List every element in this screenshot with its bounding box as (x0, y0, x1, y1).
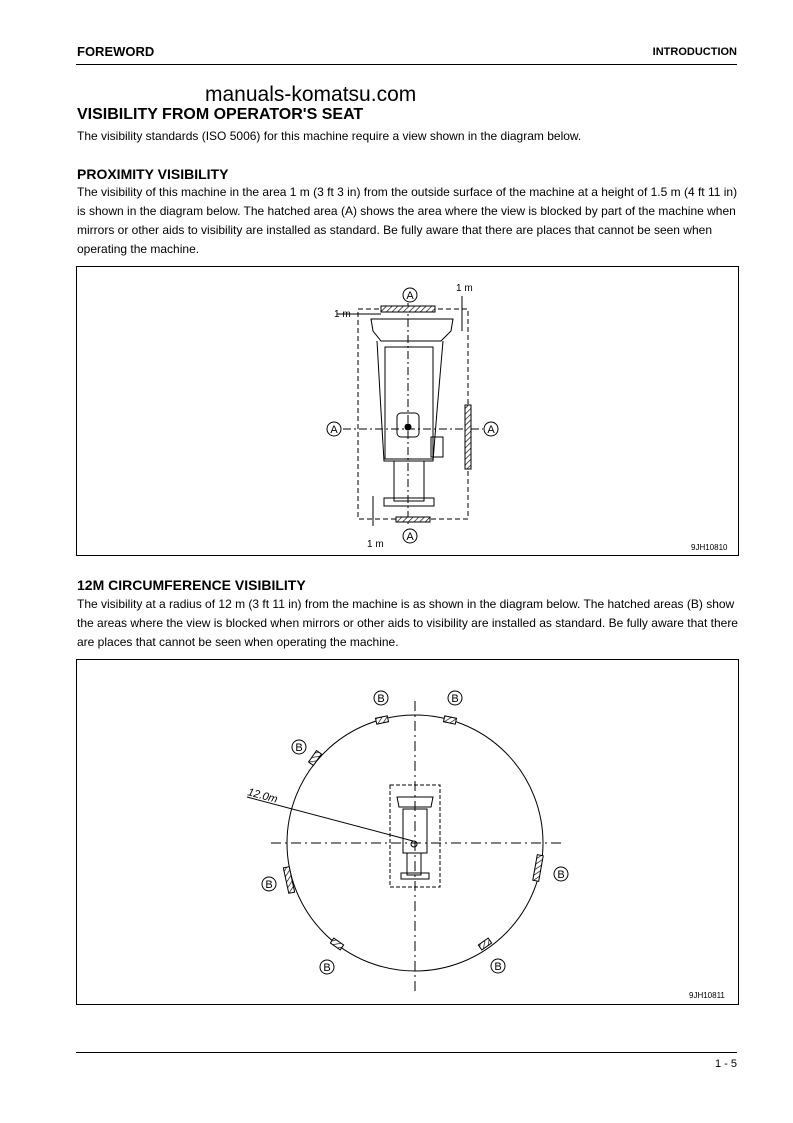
header-right: INTRODUCTION (652, 46, 737, 58)
label-b: B (377, 693, 385, 705)
footer-rule (76, 1052, 737, 1053)
dim-1m-top: 1 m (456, 283, 473, 294)
label-b: B (557, 869, 565, 881)
hatched-area-rear (396, 517, 430, 522)
watermark: manuals-komatsu.com (205, 83, 417, 106)
label-b: B (265, 879, 273, 891)
proximity-visibility-drawing (77, 267, 738, 555)
section-intro: The visibility standards (ISO 5006) for this machine require a view shown in the diagram below. (77, 129, 582, 143)
dim-1m-bottom: 1 m (367, 539, 384, 550)
section-title: VISIBILITY FROM OPERATOR'S SEAT (77, 106, 364, 123)
dim-1m-left: 1 m (334, 309, 351, 320)
hatched-area-front (381, 306, 435, 312)
circumference-diagram (76, 659, 739, 1005)
label-b: B (295, 742, 303, 754)
label-a-top: A (406, 290, 414, 302)
proximity-body: The visibility of this machine in the area 1 m (3 ft 3 in) from the outside surface of the machine at a height of 1.5 m (4 ft 11 in) is shown in the diagram below. The hatched area (A) shows the area where the view is blocked by part of the machine when mirrors or other aids to visibility are installed as standard. Be fully aware that there are places that cannot be seen when operating the machine. (77, 185, 738, 256)
proximity-diagram (76, 266, 739, 556)
header-rule (76, 64, 737, 65)
hatched-area-right (465, 405, 471, 469)
label-a-right: A (487, 424, 495, 436)
circumference-visibility-drawing (77, 660, 738, 1004)
page-number: 1 - 5 (714, 1058, 737, 1070)
label-b: B (494, 961, 502, 973)
circumference-title: 12M CIRCUMFERENCE VISIBILITY (77, 577, 306, 593)
header-left: FOREWORD (77, 44, 155, 59)
label-a-left: A (330, 424, 338, 436)
label-b: B (451, 693, 459, 705)
radius-label: 12.0m (246, 786, 279, 806)
label-b: B (323, 962, 331, 974)
circumference-body: The visibility at a radius of 12 m (3 ft 11 in) from the machine is as shown in the diagram below. The hatched areas (B) show the areas where the view is blocked when mirrors or other aids to visibility are installed as standard. Be fully aware that there are places that cannot be seen when operating the machine. (77, 597, 738, 649)
label-a-bottom: A (406, 531, 414, 543)
proximity-title: PROXIMITY VISIBILITY (77, 166, 229, 182)
figure-code: 9JH10811 (689, 991, 725, 1000)
figure-code: 9JH10810 (691, 543, 728, 552)
